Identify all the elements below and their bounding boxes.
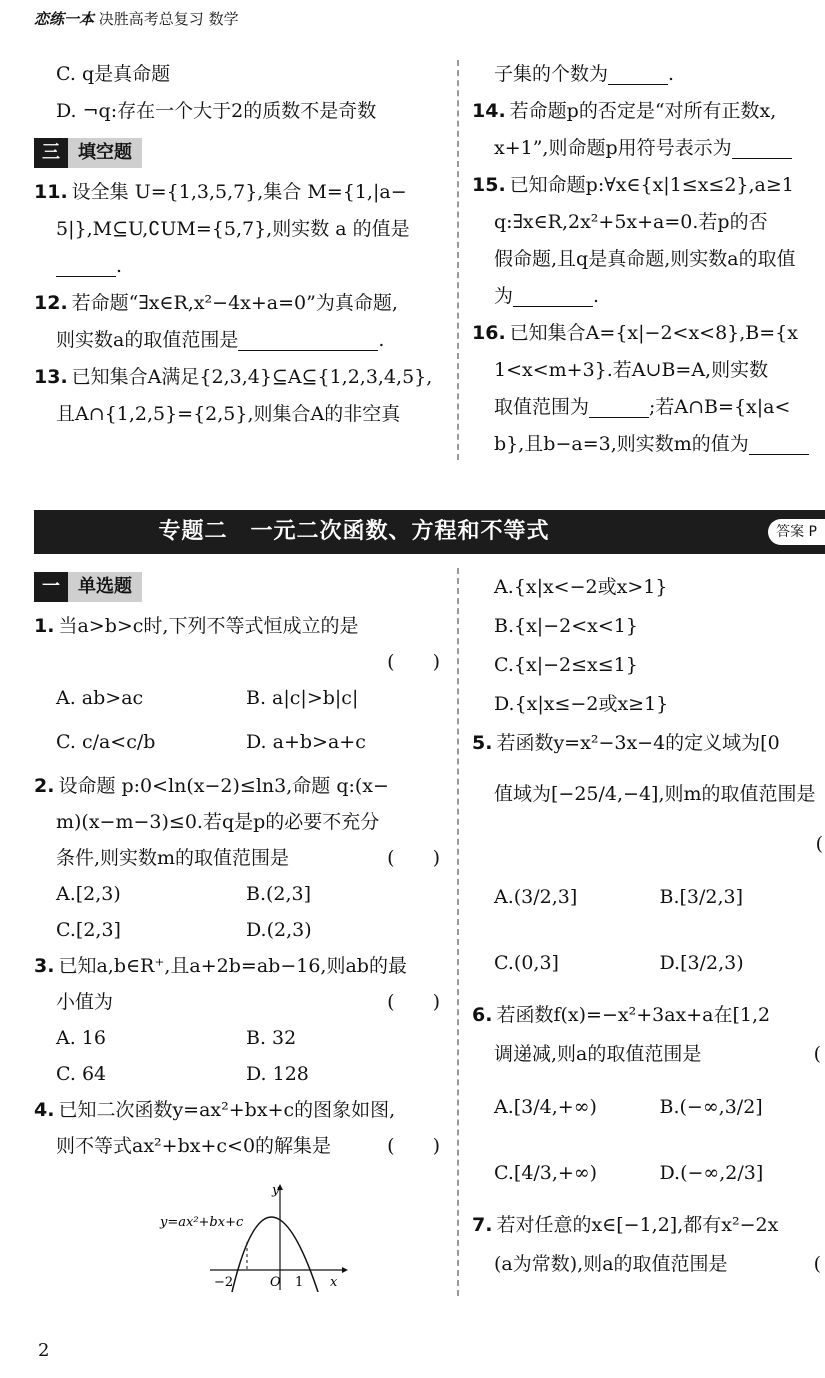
answer-line (34, 248, 444, 285)
question-number: 11. (34, 181, 68, 203)
answer-line (472, 278, 825, 315)
answer-paren: ( ) (387, 991, 440, 1013)
question-text: 已知命题p:∀x∈{x|1≤x≤2},a≥1 (509, 174, 794, 196)
column-divider (457, 60, 459, 460)
question-text: 取值范围为 (494, 396, 590, 418)
question-text: x+1”,则命题p用符号表示为 (494, 137, 732, 159)
option-d: D. 128 (246, 1063, 309, 1085)
question-text: 已知集合A满足{2,3,4}⊆A⊆{1,2,3,4,5}, (71, 366, 433, 388)
brand-logo: 恋练一本 (34, 10, 95, 28)
option-d: D.(−∞,2/3] (659, 1162, 764, 1184)
question-11 (34, 174, 444, 211)
graph-tick-neg2: −2 (214, 1275, 234, 1290)
option-c: C.[4/3,+∞) (494, 1162, 598, 1184)
question-1 (34, 608, 444, 644)
question-text: 若命题“∃x∈R,x²−4x+a=0”为真命题, (71, 292, 398, 314)
answer-line (472, 426, 825, 463)
question-12 (34, 285, 444, 322)
question-text: 且A∩{1,2,5}={2,5},则集合A的非空真 (56, 403, 401, 425)
option-b: B.[3/2,3] (659, 886, 744, 908)
answer-page-tag: 答案 P (768, 519, 825, 545)
option-b: B.{x|−2<x<1} (494, 615, 638, 637)
question-number: 13. (34, 366, 68, 388)
section-header-single (34, 572, 444, 602)
question-text: 值域为[−25/4,−4],则m的取值范围是 (494, 783, 816, 805)
question-line (34, 1128, 444, 1164)
option-c: C. q是真命题 (56, 63, 171, 85)
chapter-banner (34, 510, 825, 554)
question-text: 1<x<m+3}.若A∪B=A,则实数 (494, 359, 769, 381)
answer-blank[interactable] (749, 436, 809, 455)
question-number: 3. (34, 955, 55, 977)
answer-line (472, 56, 825, 93)
question-number: 5. (472, 732, 493, 754)
option-b: B. 32 (246, 1027, 297, 1049)
option-c: C. 64 (56, 1063, 107, 1085)
options-row (34, 716, 444, 768)
period: . (116, 255, 123, 277)
answer-line (472, 389, 825, 426)
question-text: m)(x−m−3)≤0.若q是p的必要不充分 (56, 811, 380, 833)
answer-line (472, 130, 825, 167)
question-text: 5|},M⊆U,∁UM={5,7},则实数 a 的值是 (56, 218, 410, 240)
question-text: 已知集合A={x|−2<x<8},B={x (509, 322, 798, 344)
question-text: 已知二次函数y=ax²+bx+c的图象如图, (58, 1099, 396, 1121)
answer-blank[interactable] (56, 258, 116, 277)
options-row (472, 1140, 825, 1206)
question-text: 则不等式ax²+bx+c<0的解集是 (56, 1135, 332, 1157)
option-a: A.{x|x<−2或x>1} (494, 576, 668, 598)
x-axis-arrow (342, 1267, 348, 1273)
column-divider (457, 568, 459, 1296)
question-number: 6. (472, 1004, 493, 1026)
question-text: 调递减,则a的取值范围是 (494, 1043, 702, 1065)
answer-blank[interactable] (732, 140, 792, 159)
graph-origin-label: O (270, 1275, 281, 1290)
question-line (472, 1035, 825, 1074)
section-number: 三 (34, 138, 68, 168)
question-text: 设全集 U={1,3,5,7},集合 M={1,|a− (71, 181, 407, 203)
period: . (593, 285, 600, 307)
question-7 (472, 1206, 825, 1245)
question-2 (34, 768, 444, 804)
option-b: B. a|c|>b|c| (246, 687, 359, 709)
right-bottom-column (472, 568, 825, 1284)
options-row (472, 930, 825, 996)
option-c: C.{x|−2≤x≤1} (494, 654, 638, 676)
parabola-graph (150, 1182, 350, 1292)
question-number: 15. (472, 174, 506, 196)
options-row (34, 912, 444, 948)
question-line (34, 984, 444, 1020)
option-a: A.[3/4,+∞) (494, 1096, 597, 1118)
question-text: 假命题,且q是真命题,则实数a的取值 (494, 248, 796, 270)
question-line (34, 840, 444, 876)
question-number: 16. (472, 322, 506, 344)
page-number: 2 (38, 1340, 50, 1361)
graph-x-label: x (330, 1275, 338, 1290)
chapter-title: 专题二 一元二次函数、方程和不等式 (158, 519, 550, 544)
section-header-fill (34, 138, 444, 168)
question-line (472, 1245, 825, 1284)
section-title: 填空题 (68, 138, 142, 168)
question-15 (472, 167, 825, 204)
graph-y-label: y (272, 1183, 280, 1198)
answer-paren: ( (813, 1043, 821, 1065)
option-c: C.(0,3] (494, 952, 559, 974)
option-c: C. c/a<c/b (56, 731, 156, 753)
option-c: C.[2,3] (56, 919, 121, 941)
option-a: A. ab>ac (56, 687, 144, 709)
graph-tick-1: 1 (295, 1275, 304, 1290)
question-text: 设命题 p:0<ln(x−2)≤ln3,命题 q:(x− (58, 775, 389, 797)
right-top-column (472, 56, 825, 463)
option-b: B.(2,3] (246, 883, 312, 905)
answer-line (34, 322, 444, 359)
answer-blank[interactable] (238, 332, 378, 351)
question-16 (472, 315, 825, 352)
answer-paren: ( ) (387, 651, 440, 673)
answer-paren: ( ) (387, 847, 440, 869)
question-text: (a为常数),则a的取值范围是 (494, 1253, 728, 1275)
question-text: 则实数a的取值范围是 (56, 329, 239, 351)
question-number: 7. (472, 1214, 493, 1236)
question-6 (472, 996, 825, 1035)
question-text: 为 (494, 285, 514, 307)
question-3 (34, 948, 444, 984)
option-b: B.(−∞,3/2] (659, 1096, 763, 1118)
question-text: 若对任意的x∈[−1,2],都有x²−2x (496, 1214, 779, 1236)
question-5 (472, 724, 825, 763)
question-text: 当a>b>c时,下列不等式恒成立的是 (58, 615, 359, 637)
answer-paren: ( ) (387, 1135, 440, 1157)
answer-blank[interactable] (608, 66, 668, 85)
question-number: 12. (34, 292, 68, 314)
left-top-column (34, 56, 444, 433)
question-14 (472, 93, 825, 130)
book-title: 决胜高考总复习 数学 (98, 10, 239, 28)
options-row (34, 1020, 444, 1056)
options-row (34, 876, 444, 912)
option-a: A.(3/2,3] (494, 886, 578, 908)
question-number: 4. (34, 1099, 55, 1121)
option-d: D.(2,3) (246, 919, 312, 941)
question-number: 14. (472, 100, 506, 122)
question-number: 2. (34, 775, 55, 797)
question-text: 条件,则实数m的取值范围是 (56, 847, 290, 869)
period: . (668, 63, 675, 85)
answer-blank[interactable] (513, 288, 593, 307)
option-d: D.{x|x≤−2或x≥1} (494, 693, 669, 715)
question-4 (34, 1092, 444, 1128)
question-number: 1. (34, 615, 55, 637)
option-d: D.[3/2,3) (659, 952, 744, 974)
question-text: 已知a,b∈R⁺,且a+2b=ab−16,则ab的最 (58, 955, 407, 977)
answer-paren: ( (813, 1253, 821, 1275)
question-text: 若函数y=x²−3x−4的定义域为[0 (496, 732, 780, 754)
answer-paren: ( (815, 833, 823, 855)
page-header (34, 8, 239, 29)
options-row (472, 864, 825, 930)
option-d: D. ¬q:存在一个大于2的质数不是奇数 (56, 100, 377, 122)
question-text: ;若A∩B={x|a< (649, 396, 791, 418)
graph-function-label: y=ax²+bx+c (160, 1215, 244, 1230)
option-a: A. 16 (56, 1027, 106, 1049)
question-text: 子集的个数为 (494, 63, 609, 85)
options-row (472, 1074, 825, 1140)
period: . (378, 329, 385, 351)
option-d: D. a+b>a+c (246, 731, 366, 753)
answer-blank[interactable] (589, 399, 649, 418)
options-row (34, 1056, 444, 1092)
question-13 (34, 359, 444, 396)
question-text: 小值为 (56, 991, 114, 1013)
question-text: 若命题p的否定是“对所有正数x, (509, 100, 777, 122)
question-text: 若函数f(x)=−x²+3ax+a在[1,2 (496, 1004, 771, 1026)
left-bottom-column (34, 570, 444, 1164)
option-a: A.[2,3) (56, 883, 121, 905)
section-title: 单选题 (68, 572, 142, 602)
options-row (34, 680, 444, 716)
section-number: 一 (34, 572, 68, 602)
question-text: b},且b−a=3,则实数m的值为 (494, 433, 749, 455)
question-text: q:∃x∈R,2x²+5x+a=0.若p的否 (494, 211, 768, 233)
